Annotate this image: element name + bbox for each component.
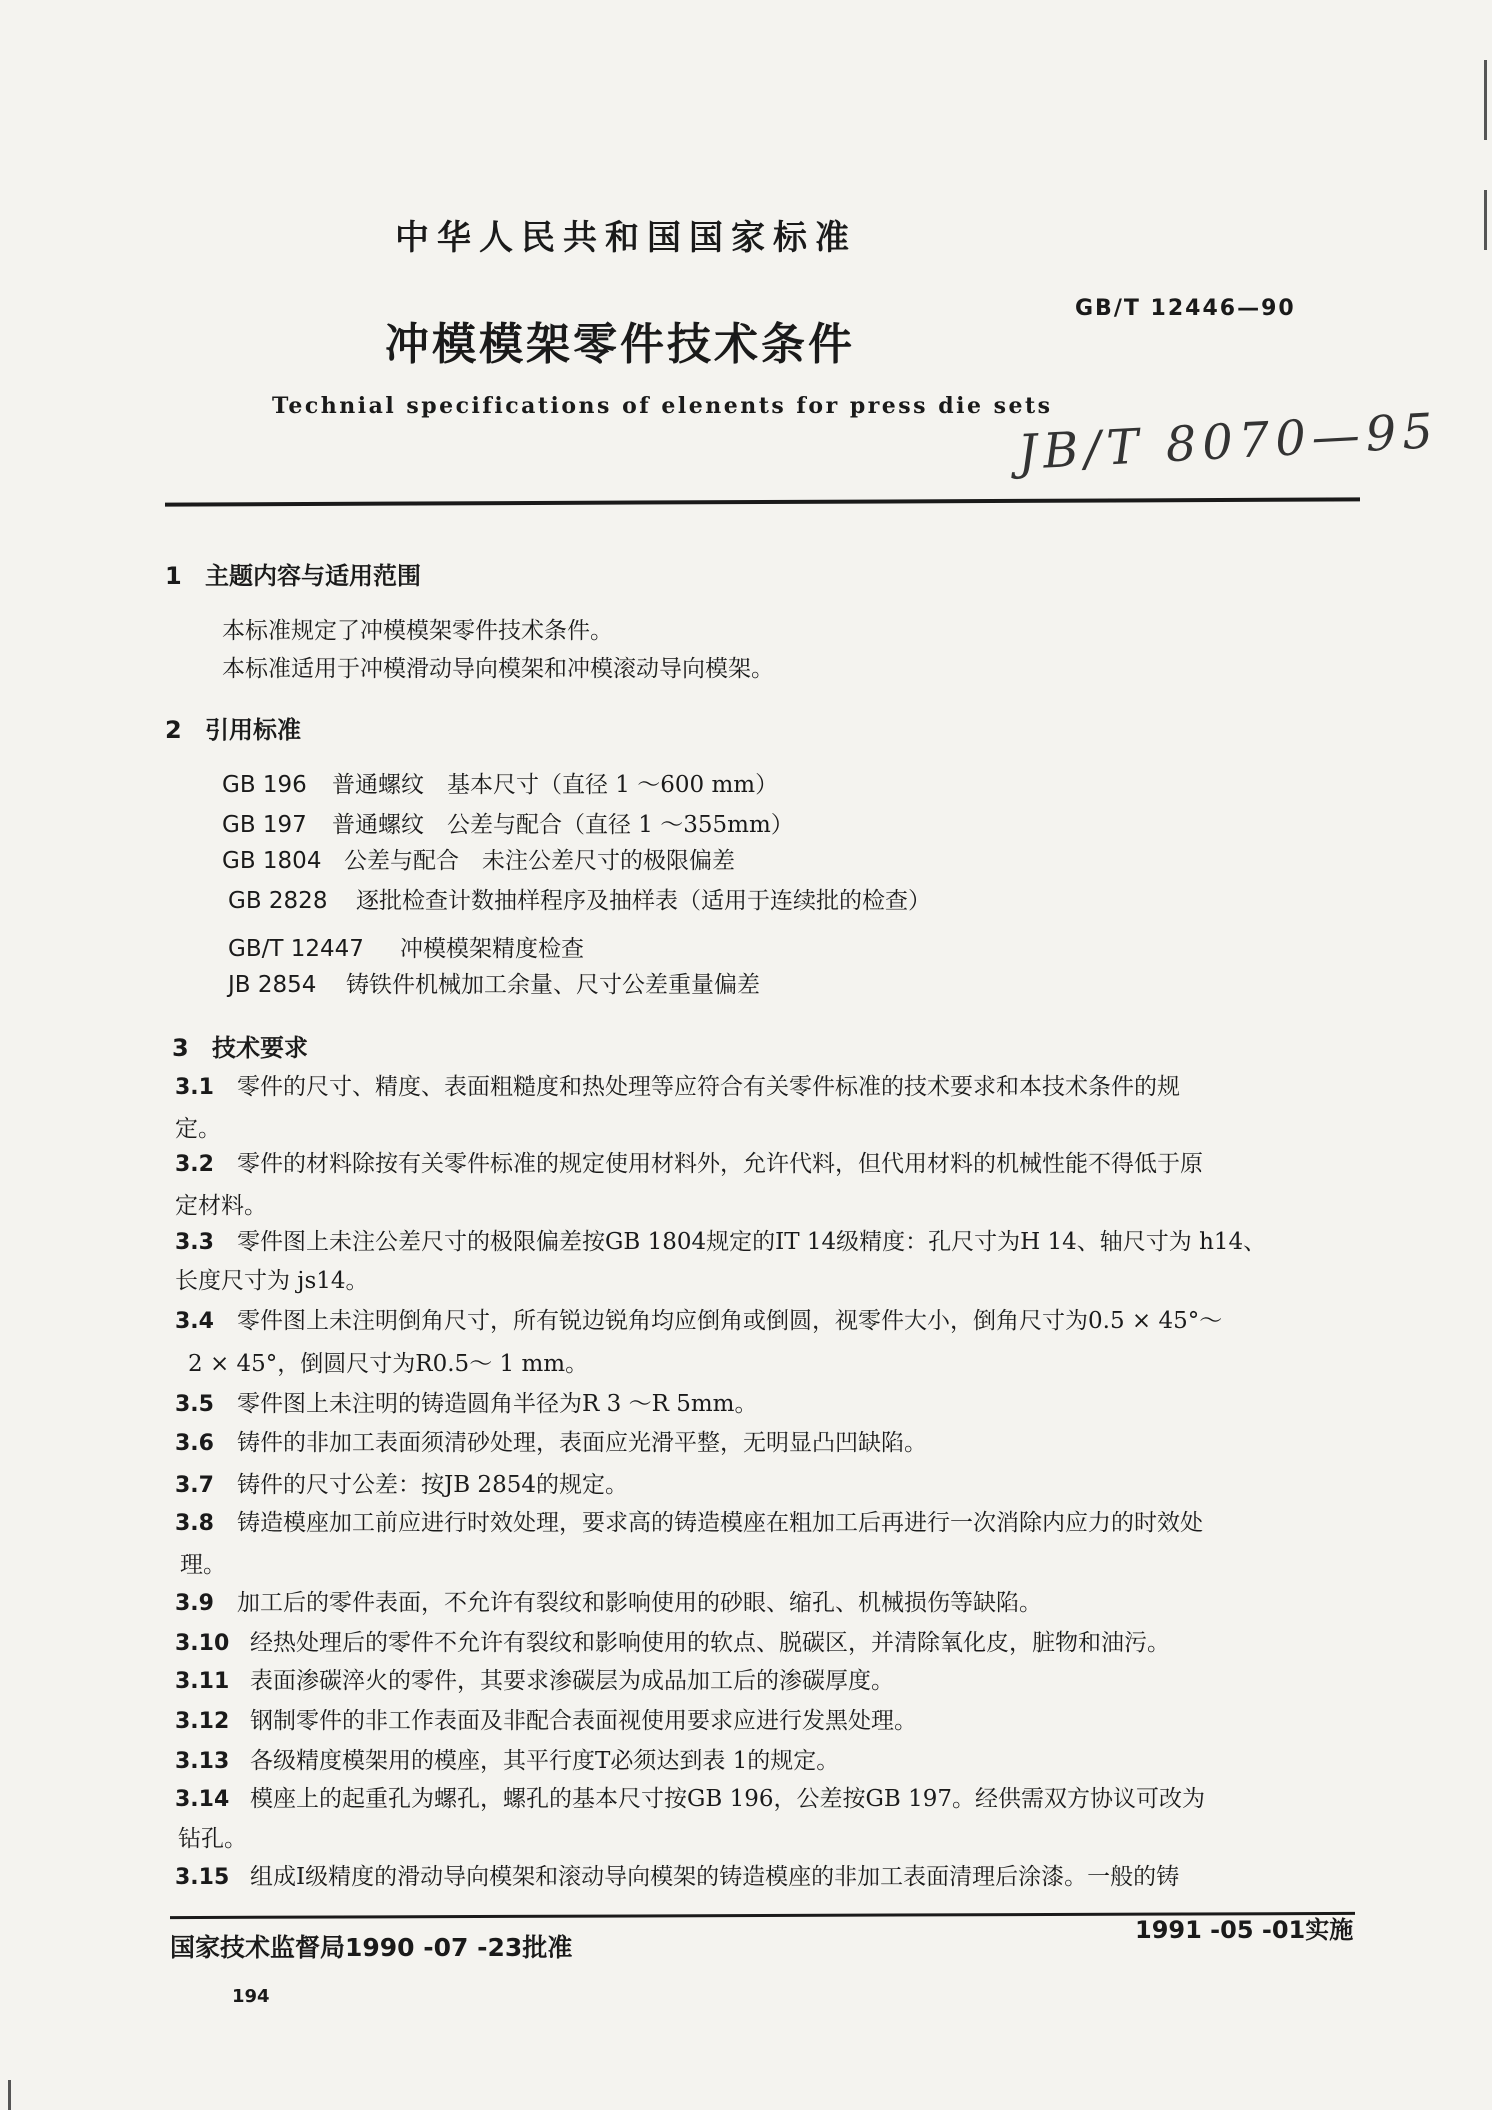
- clause-text: 零件的材料除按有关零件标准的规定使用材料外，允许代料，但代用材料的机械性能不得低于原: [237, 1151, 1203, 1177]
- reference-title: 逐批检查计数抽样程序及抽样表（适用于连续批的检查）: [356, 888, 931, 914]
- reference-item: [228, 930, 584, 963]
- reference-code: GB 196: [222, 772, 307, 798]
- clause-3-8: [175, 1504, 1203, 1537]
- header-divider: [165, 497, 1360, 506]
- clause-text: 模座上的起重孔为螺孔，螺孔的基本尺寸按GB 196，公差按GB 197。经供需双方协议可改为: [250, 1786, 1205, 1812]
- clause-number: 3.6: [175, 1431, 214, 1456]
- clause-text: 钢制零件的非工作表面及非配合表面视使用要求应进行发黑处理。: [250, 1708, 917, 1734]
- clause-continuation: 长度尺寸为 js14。: [175, 1268, 369, 1294]
- clause-number: 3.1: [175, 1075, 214, 1100]
- reference-title: 铸铁件机械加工余量、尺寸公差重量偏差: [346, 972, 760, 998]
- clause-text: 表面渗碳淬火的零件，其要求渗碳层为成品加工后的渗碳厚度。: [250, 1668, 894, 1694]
- clause-continuation: 定。: [175, 1116, 221, 1142]
- clause-3-5: [175, 1385, 757, 1418]
- approval-line: 国家技术监督局1990 -07 -23批准: [170, 1933, 573, 1962]
- clause-number: 3.4: [175, 1309, 214, 1334]
- clause-text: 铸件的尺寸公差：按JB 2854的规定。: [237, 1472, 628, 1498]
- section-number: 3: [172, 1034, 189, 1062]
- clause-3-11: [175, 1662, 894, 1695]
- reference-title: 公差与配合 未注公差尺寸的极限偏差: [344, 848, 735, 874]
- clause-number: 3.7: [175, 1473, 214, 1498]
- implementation-date: 1991 -05 -01实施: [1135, 1916, 1354, 1944]
- section-title: 引用标准: [205, 716, 301, 744]
- reference-code: JB 2854: [228, 972, 317, 998]
- document-title-cn: 冲模模架零件技术条件: [385, 319, 855, 370]
- clause-number: 3.8: [175, 1511, 214, 1536]
- reference-code: GB/T 12447: [228, 936, 364, 962]
- clause-number: 3.10: [175, 1631, 230, 1656]
- clause-3-3: [175, 1223, 1266, 1256]
- section-number: 2: [165, 716, 182, 744]
- reference-item: [228, 882, 931, 915]
- clause-text: 铸造模座加工前应进行时效处理，要求高的铸造模座在粗加工后再进行一次消除内应力的时效处: [237, 1510, 1203, 1536]
- page-number: 194: [232, 1986, 270, 2007]
- section-title: 主题内容与适用范围: [205, 562, 421, 590]
- clause-3-15: [175, 1858, 1179, 1891]
- clause-3-10: [175, 1624, 1170, 1657]
- reference-title: 普通螺纹 基本尺寸（直径 1 ～600 mm）: [332, 772, 779, 798]
- clause-text: 零件图上未注公差尺寸的极限偏差按GB 1804规定的IT 14级精度：孔尺寸为H 14、轴尺寸为 h14、: [237, 1229, 1267, 1255]
- clause-continuation: 定材料。: [175, 1193, 267, 1219]
- clause-text: 零件图上未注明的铸造圆角半径为R 3 ～R 5mm。: [237, 1391, 758, 1417]
- clause-3-13: [175, 1742, 839, 1775]
- reference-item: [222, 806, 794, 839]
- clause-continuation: 理。: [180, 1552, 226, 1578]
- clause-number: 3.9: [175, 1591, 214, 1616]
- standard-number: GB/T 12446—90: [1075, 296, 1296, 321]
- reference-item: [228, 966, 760, 999]
- section-1-heading: [165, 556, 421, 591]
- clause-text: 零件的尺寸、精度、表面粗糙度和热处理等应符合有关零件标准的技术要求和本技术条件的规: [237, 1074, 1180, 1100]
- clause-number: 3.2: [175, 1152, 214, 1177]
- clause-text: 组成Ⅰ级精度的滑动导向模架和滚动导向模架的铸造模座的非加工表面清理后涂漆。一般的铸: [250, 1864, 1180, 1890]
- scan-edge-mark: [1484, 60, 1487, 140]
- clause-number: 3.5: [175, 1392, 214, 1417]
- clause-3-6: [175, 1424, 927, 1457]
- reference-item: [222, 842, 735, 875]
- reference-code: GB 2828: [228, 888, 328, 914]
- clause-number: 3.14: [175, 1787, 230, 1812]
- clause-3-1: [175, 1068, 1180, 1101]
- document-title-en: Technial specifications of elenents for press die sets: [272, 393, 1053, 419]
- clause-number: 3.13: [175, 1749, 230, 1774]
- clause-3-14: [175, 1780, 1205, 1813]
- scan-edge-mark: [8, 2080, 11, 2110]
- paragraph: 本标准规定了冲模模架零件技术条件。: [222, 618, 613, 644]
- clause-text: 各级精度模架用的模座，其平行度T必须达到表 1的规定。: [250, 1748, 840, 1774]
- reference-item: [222, 766, 778, 799]
- clause-3-9: [175, 1584, 1042, 1617]
- clause-3-4: [175, 1302, 1222, 1335]
- section-2-heading: [165, 710, 301, 745]
- reference-title: 冲模模架精度检查: [400, 936, 584, 962]
- clause-text: 经热处理后的零件不允许有裂纹和影响使用的软点、脱碳区，并清除氧化皮，脏物和油污。: [250, 1630, 1170, 1656]
- handwritten-annotation: JB/T 8070—95: [1016, 402, 1441, 481]
- clause-continuation: 2 × 45°，倒圆尺寸为R0.5～ 1 mm。: [188, 1351, 589, 1377]
- clause-text: 零件图上未注明倒角尺寸，所有锐边锐角均应倒角或倒圆，视零件大小，倒角尺寸为0.5 × 45°～: [237, 1308, 1223, 1334]
- section-number: 1: [165, 562, 182, 590]
- clause-number: 3.12: [175, 1709, 230, 1734]
- national-standard-heading: 中华人民共和国国家标准: [395, 218, 857, 258]
- clause-number: 3.15: [175, 1865, 230, 1890]
- section-title: 技术要求: [212, 1034, 308, 1062]
- section-3-heading: [172, 1028, 308, 1063]
- clause-text: 铸件的非加工表面须清砂处理，表面应光滑平整，无明显凸凹缺陷。: [237, 1430, 927, 1456]
- clause-3-2: [175, 1145, 1203, 1178]
- reference-code: GB 197: [222, 812, 307, 838]
- clause-number: 3.3: [175, 1230, 214, 1255]
- clause-number: 3.11: [175, 1669, 230, 1694]
- clause-3-7: [175, 1466, 628, 1499]
- clause-3-12: [175, 1702, 917, 1735]
- reference-code: GB 1804: [222, 848, 322, 874]
- reference-title: 普通螺纹 公差与配合（直径 1 ～355mm）: [332, 812, 794, 838]
- clause-continuation: 钻孔。: [178, 1826, 247, 1852]
- scan-edge-mark: [1484, 190, 1487, 250]
- paragraph: 本标准适用于冲模滑动导向模架和冲模滚动导向模架。: [222, 656, 774, 682]
- clause-text: 加工后的零件表面，不允许有裂纹和影响使用的砂眼、缩孔、机械损伤等缺陷。: [237, 1590, 1042, 1616]
